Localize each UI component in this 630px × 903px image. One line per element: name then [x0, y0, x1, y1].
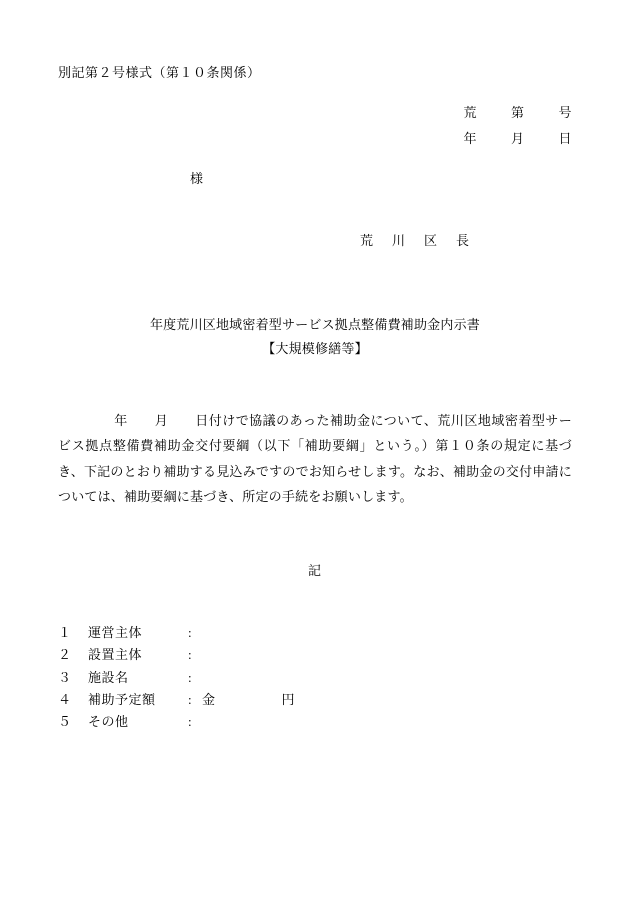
- item-label: その他: [88, 714, 129, 730]
- item-colon: :: [188, 647, 192, 663]
- ki-label: 記: [307, 563, 322, 578]
- item-number: ５: [58, 714, 72, 730]
- item-label: 設置主体: [88, 647, 143, 663]
- document-date-month: 月: [510, 131, 525, 146]
- item-label: 補助予定額: [88, 692, 156, 708]
- document-title: [0, 313, 630, 361]
- document-number-line-1: [463, 100, 572, 126]
- document-date-line: [463, 126, 572, 152]
- addressee: 様: [190, 171, 204, 186]
- list-item: [58, 711, 295, 733]
- issuer-name: 荒 川 区 長: [360, 233, 473, 248]
- body-paragraph-text: 年 月 日付けで協議のあった補助金について、荒川区地域密着型サービス拠点整備費補助金交付要綱（以下「補助要綱」という。）第１０条の規定に基づき、下記のとおり補助する見込みですのでお知らせします。なお、補助金の交付申請については、補助要綱に基づき、所定の手続をお願いします。: [58, 413, 572, 505]
- document-number-prefix: 荒: [463, 105, 477, 120]
- document-number-suffix: 号: [558, 105, 572, 120]
- item-number: ４: [58, 692, 72, 708]
- list-item: [58, 667, 295, 689]
- item-label: 運営主体: [88, 625, 143, 640]
- item-colon: :: [188, 714, 192, 730]
- document-date-year: 年: [463, 131, 477, 146]
- document-number-middle: 第: [510, 105, 525, 120]
- document-number-block: [463, 100, 572, 152]
- items-list: [58, 622, 295, 734]
- item-value-unit: 円: [281, 692, 296, 708]
- item-number: １: [58, 625, 72, 640]
- item-number: ２: [58, 647, 72, 663]
- document-title-sub: 【大規模修繕等】: [262, 341, 368, 357]
- list-item: [58, 644, 295, 666]
- item-colon: :: [188, 692, 192, 708]
- item-colon: :: [188, 625, 192, 640]
- item-value: 金: [202, 692, 216, 708]
- document-title-main: 年度荒川区地域密着型サービス拠点整備費補助金内示書: [149, 317, 480, 332]
- list-item: [58, 689, 295, 711]
- document-date-day: 日: [558, 131, 572, 146]
- item-colon: :: [188, 669, 192, 685]
- form-number: 別記第２号様式（第１０条関係）: [58, 65, 261, 80]
- body-paragraph: [58, 408, 572, 509]
- item-label: 施設名: [88, 669, 129, 685]
- list-item: [58, 622, 295, 644]
- item-number: ３: [58, 669, 72, 685]
